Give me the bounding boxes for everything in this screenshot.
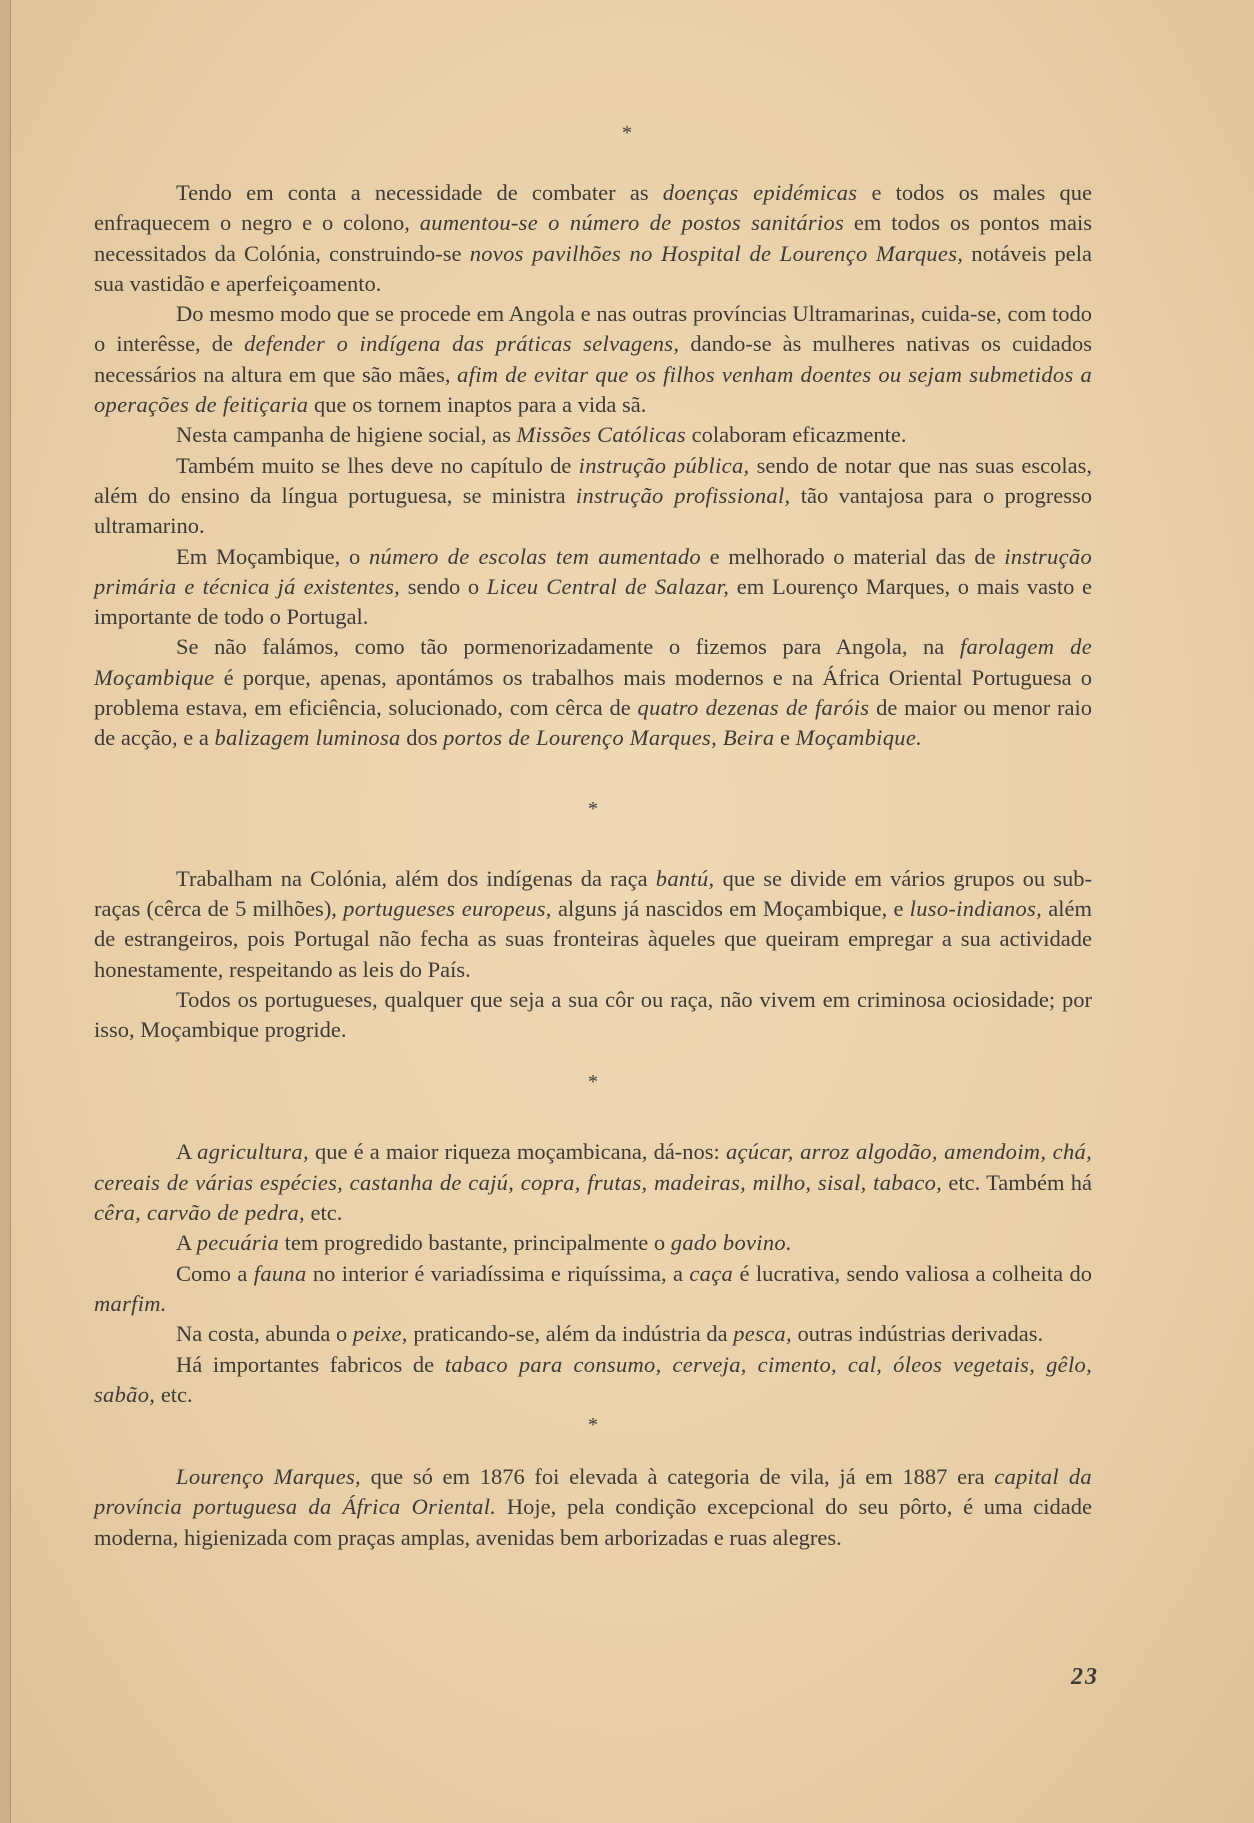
paragraph: Se não falámos, como tão pormenorizadamente o fizemos para Angola, na farolagem de Moçambique é porque, apenas, apontámos os trabalhos mais modernos e na África Oriental Portuguesa o problema estava, em eficiência, solucionado, com cêrca de quatro dezenas de faróis de maior ou menor raio de acção, e a balizagem luminosa dos portos de Lourenço Marques, Beira e Moçambique. bbox=[94, 634, 1093, 751]
section-separator: * bbox=[588, 797, 598, 820]
paragraph: Em Moçambique, o número de escolas tem aumentado e melhorado o material das de instrução primária e técnica já existentes, sendo o Liceu Central de Salazar, em Lourenço Marques, o mais vasto e importante de todo o Portugal. bbox=[94, 543, 1093, 630]
paragraph: A agricultura, que é a maior riqueza moçambicana, dá-nos: açúcar, arroz algodão, amendoim, chá, cereais de várias espécies, castanha de cajú, copra, frutas, madeiras, milho, sisal, tabaco, etc. Também há cêra, carvão de pedra, etc. bbox=[94, 1139, 1093, 1226]
section-separator: * bbox=[588, 1414, 598, 1437]
paragraph: Há importantes fabricos de tabaco para consumo, cerveja, cimento, cal, óleos vegetais, gêlo, sabão, etc. bbox=[94, 1351, 1092, 1407]
paragraph: Também muito se lhes deve no capítulo de instrução pública, sendo de notar que nas suas escolas, além do ensino da língua portuguesa, se ministra instrução profissional, tão vantajosa para o progresso ultramarino. bbox=[94, 452, 1093, 539]
page-number: 23 bbox=[1071, 1664, 1099, 1690]
paragraph: Do mesmo modo que se procede em Angola e nas outras províncias Ultramarinas, cuida-se, com todo o interêsse, de defender o indígena das práticas selvagens, dando-se às mulheres nativas os cuidados necessários na altura em que são mães, afim de evitar que os filhos venham doentes ou sejam submetidos a operações de feitiçaria que os tornem inaptos para a vida sã. bbox=[94, 301, 1092, 418]
paragraph: Trabalham na Colónia, além dos indígenas da raça bantú, que se divide em vários grupos ou sub-raças (cêrca de 5 milhões), portugueses europeus, alguns já nascidos em Moçambique, e luso-indianos, além de estrangeiros, pois Portugal não fecha as suas fronteiras àqueles que queiram empregar a sua actividade honestamente, respeitando as leis do País. bbox=[94, 865, 1092, 982]
section-separator: * bbox=[588, 1071, 598, 1094]
document-body bbox=[94, 178, 1092, 1553]
paragraph: Lourenço Marques, que só em 1876 foi elevada à categoria de vila, já em 1887 era capital da província portuguesa da África Oriental. Hoje, pela condição excepcional do seu pôrto, é uma cidade moderna, higienizada com praças amplas, avenidas bem arborizadas e ruas alegres. bbox=[94, 1464, 1092, 1550]
paragraph: A pecuária tem progredido bastante, principalmente o gado bovino. bbox=[176, 1230, 792, 1256]
page-edge bbox=[0, 0, 11, 1823]
paragraph: Como a fauna no interior é variadíssima e riquíssima, a caça é lucrativa, sendo valiosa a colheita do marfim. bbox=[94, 1260, 1092, 1316]
paragraph: Todos os portugueses, qualquer que seja a sua côr ou raça, não vivem em criminosa ociosidade; por isso, Moçambique progride. bbox=[94, 986, 1092, 1043]
paragraph: Tendo em conta a necessidade de combater as doenças epidémicas e todos os males que enfraquecem o negro e o colono, aumentou-se o número de postos sanitários em todos os pontos mais necessitados da Colónia, construindo-se novos pavilhões no Hospital de Lourenço Marques, notáveis pela sua vastidão e aperfeiçoamento. bbox=[94, 180, 1092, 296]
paragraph: Na costa, abunda o peixe, praticando-se, além da indústria da pesca, outras indústrias derivadas. bbox=[176, 1321, 1044, 1347]
section-separator: * bbox=[622, 122, 632, 144]
paragraph: Nesta campanha de higiene social, as Missões Católicas colaboram eficazmente. bbox=[176, 422, 907, 448]
